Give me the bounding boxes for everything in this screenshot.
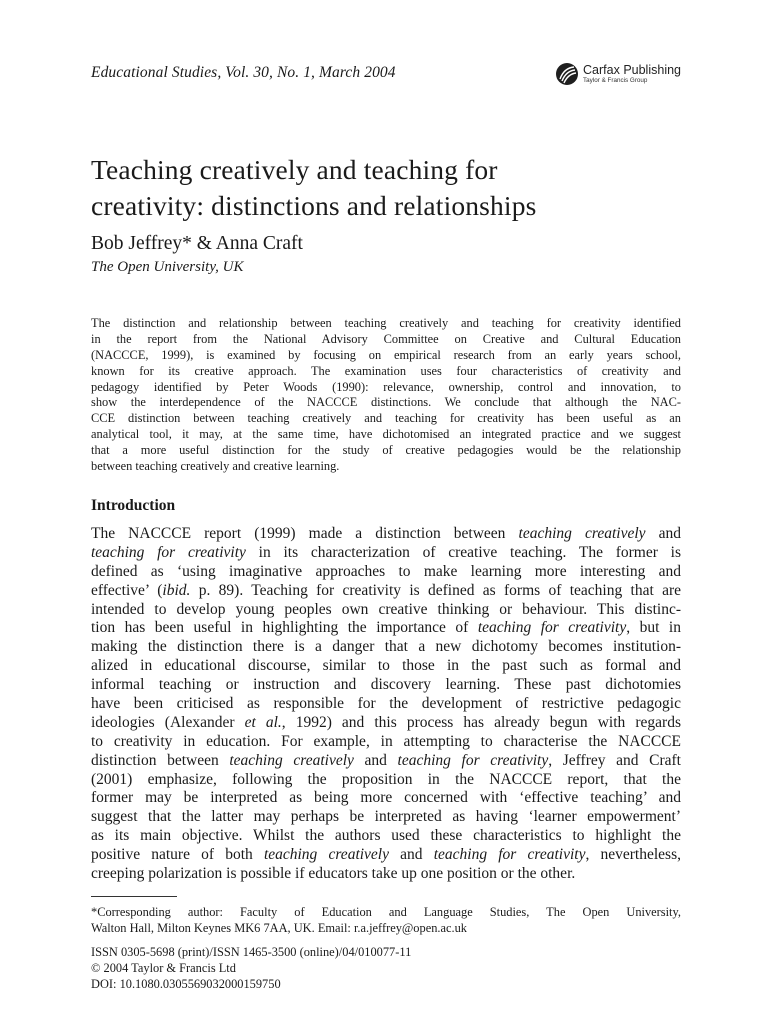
title-line-1: Teaching creatively and teaching for [91,154,498,185]
body-line: former may be interpreted as being more concerned with ‘effective teaching’ and [91,789,681,807]
body-line: suggest that the latter may perhaps be interpreted as having ‘learner empowerment’ [91,808,681,826]
body-line: tion has been useful in highlighting the importance of teaching for creativity, but in [91,619,681,637]
paper-title [91,152,681,224]
body-line: creeping polarization is possible if educators take up one position or the other. [91,865,576,883]
abstract-line: between teaching creatively and creative learning. [91,459,340,474]
body-line: (2001) emphasize, following the proposition in the NACCCE report, that the [91,770,681,788]
body-line: defined as ‘using imaginative approaches to make learning more interesting and [91,562,681,580]
abstract-line: show the interdependence of the NACCCE distinctions. We conclude that although the NAC- [91,395,681,410]
body-line: teaching for creativity in its characterization of creative teaching. The former is [91,543,681,561]
body-line: informal teaching or instruction and discovery learning. These past dichotomies [91,676,681,694]
body-line: as its main objective. Whilst the authors used these characteristics to highlight the [91,827,681,845]
paper-page [91,0,681,1024]
issn-line: ISSN 0305-5698 (print)/ISSN 1465-3500 (online)/04/010077-11 [91,945,412,959]
corresponding-author-footnote [91,904,681,936]
abstract-line: (NACCCE, 1999), is examined by focusing on empirical research from an early years school, [91,347,681,362]
body-line: ideologies (Alexander et al., 1992) and this process has already begun with regards [91,713,681,731]
section-heading-introduction: Introduction [91,497,176,514]
body-line: effective’ (ibid. p. 89). Teaching for creativity is defined as forms of teaching that are [91,581,681,599]
publisher-block [555,62,681,86]
journal-citation: Educational Studies, Vol. 30, No. 1, March 2004 [91,64,396,81]
abstract-line: in the report from the National Advisory Committee on Creative and Cultural Education [91,331,681,346]
copyright-line: © 2004 Taylor & Francis Ltd [91,961,236,975]
footnote-divider [91,896,177,897]
abstract-line: that a more useful distinction for the study of creative pedagogies would be the relationship [91,443,681,458]
body-line: distinction between teaching creatively and teaching for creativity, Jeffrey and Craft [91,751,681,769]
author-affiliation: The Open University, UK [91,259,244,275]
abstract-line: pedagogy identified by Peter Woods (1990): relevance, ownership, control and innovation, to [91,379,681,394]
abstract-line: analytical tool, it may, at the same time, have dichotomised an integrated practice and we suggest [91,427,681,442]
body-line: alized in educational discourse, similar to those in the past such as formal and [91,657,681,675]
body-line: The NACCCE report (1999) made a distinction between teaching creatively and [91,525,681,542]
footnote-line: Walton Hall, Milton Keynes MK6 7AA, UK. Email: r.a.jeffrey@open.ac.uk [91,921,467,935]
body-line: to creativity in education. For example, in attempting to characterise the NACCCE [91,732,681,750]
publisher-text [583,64,681,84]
journal-header [91,64,681,94]
abstract [91,316,681,475]
publisher-name: Carfax Publishing [583,63,681,78]
author-list: Bob Jeffrey* & Anna Craft [91,233,303,254]
footnote-line: *Corresponding author: Faculty of Education and Language Studies, The Open University, [91,905,681,919]
publication-meta [91,944,411,992]
body-line: intended to develop young peoples own creative thinking or behaviour. This distinc- [91,600,681,618]
abstract-line: known for its creative approach. The examination uses four characteristics of creativity and [91,363,681,378]
carfax-logo-icon [555,62,579,86]
publisher-group: Taylor & Francis Group [583,76,648,84]
introduction-body [91,525,681,884]
doi-line: DOI: 10.1080.0305569032000159750 [91,977,281,991]
abstract-line: The distinction and relationship between teaching creatively and teaching for creativity identified [91,316,681,330]
body-line: making the distinction there is a danger that a new dichotomy becomes institution- [91,638,681,656]
body-line: have been criticised as responsible for the development of restrictive pedagogic [91,695,681,713]
abstract-line: CCE distinction between teaching creatively and teaching for creativity has been useful as an [91,411,681,426]
title-line-2: creativity: distinctions and relationships [91,190,537,221]
body-line: positive nature of both teaching creatively and teaching for creativity, nevertheless, [91,846,681,864]
